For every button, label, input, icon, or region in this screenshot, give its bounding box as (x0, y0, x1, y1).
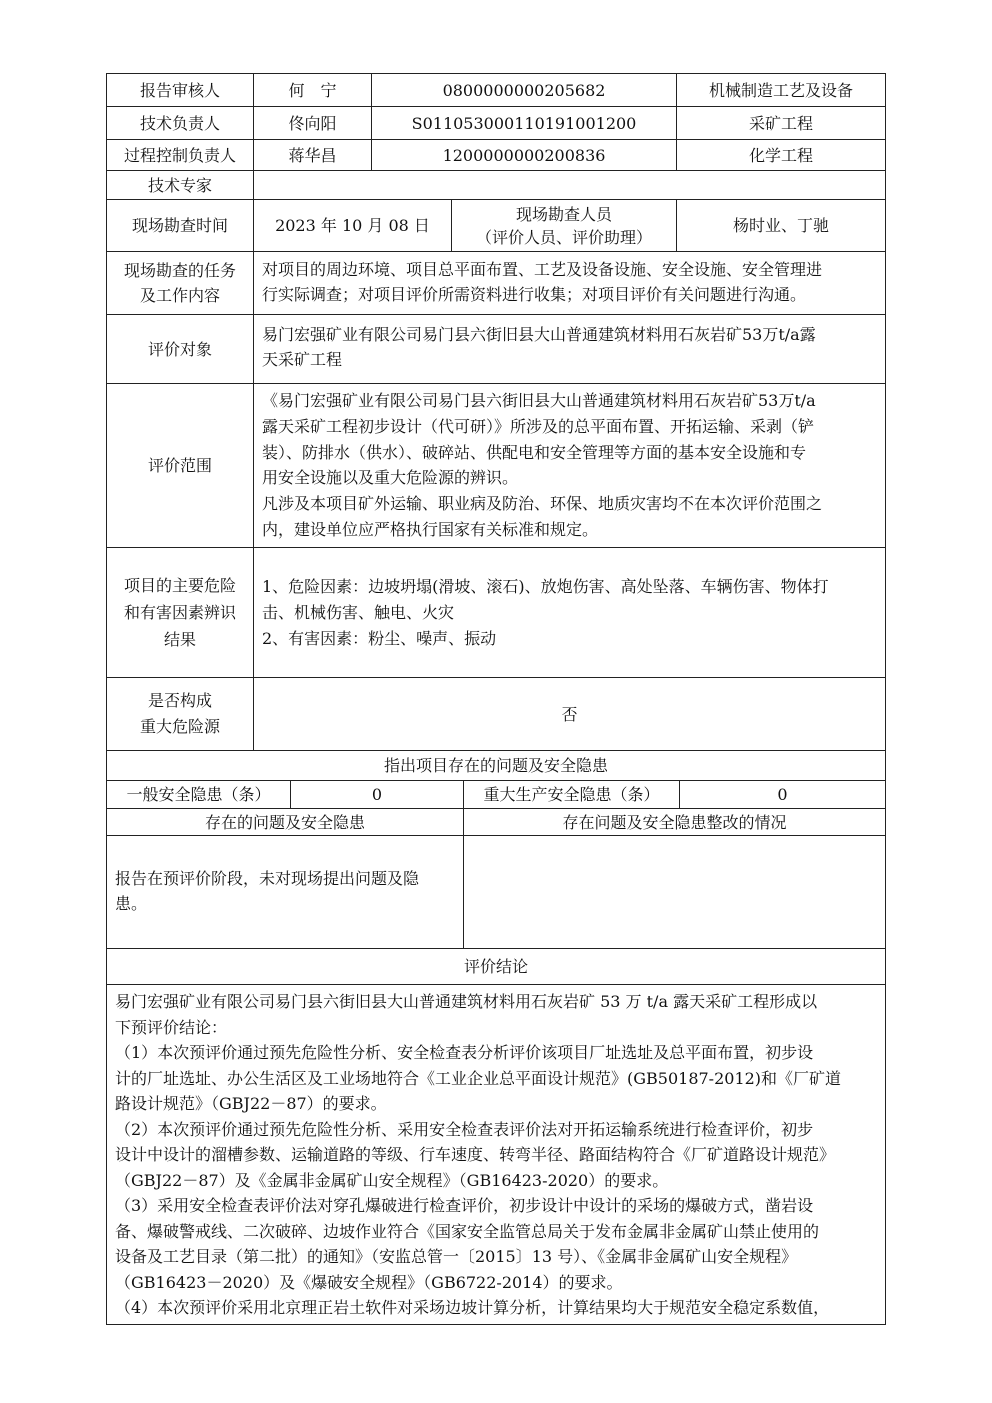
hazard-content (262, 574, 882, 654)
survey-people-label-line-1: 现场勘查人员 (515, 204, 612, 224)
conclusion-line: （2）本次预评价通过预先危险性分析、采用安全检查表评价法对开拓运输系统进行检查评价，初步 (115, 1119, 814, 1139)
object-line-1: 易门宏强矿业有限公司易门县六街旧县大山普通建筑材料用石灰岩矿53万t/a露 (262, 325, 816, 344)
process-lead-major: 化学工程 (748, 145, 813, 165)
issues-col-right-header: 存在问题及安全隐患整改的情况 (562, 812, 787, 832)
general-hazard-value: 0 (371, 785, 383, 804)
hazard-line: 1、危险因素：边坡坍塌(滑坡、滚石)、放炮伤害、高处坠落、车辆伤害、物体打 (262, 577, 829, 596)
major-hazard-label-line-2: 重大危险源 (139, 717, 220, 736)
survey-people-label (452, 200, 676, 251)
conclusion-line: （1）本次预评价通过预先危险性分析、安全检查表分析评价该项目厂址选址及总平面布置，初步设 (115, 1043, 814, 1062)
hazard-line: 击、机械伤害、触电、火灾 (262, 603, 455, 622)
conclusion-line: 易门宏强矿业有限公司易门县六街旧县大山普通建筑材料用石灰岩矿 53 万 t/a 露天采矿工程形成以 (115, 992, 818, 1011)
issues-left-line-1: 报告在预评价阶段，未对现场提出问题及隐 (115, 869, 420, 888)
task-content (262, 257, 882, 311)
survey-time-value: 2023 年 10 月 08 日 (275, 216, 430, 235)
hazard-label-line-2: 和有害因素辨识 (123, 603, 236, 622)
reviewer-code: 0800000000205682 (442, 80, 606, 100)
scope-line: 露天采矿工程初步设计（代可研）》所涉及的总平面布置、开拓运输、采剥（铲 (262, 416, 815, 436)
conclusion-title: 评价结论 (463, 957, 528, 976)
hazard-label-line-1: 项目的主要危险 (123, 576, 236, 595)
conclusion-line: （GB16423－2020）及《爆破安全规程》（GB6722-2014）的要求。 (115, 1272, 623, 1292)
general-hazard-label: 一般安全隐患（条） (126, 785, 271, 804)
scope-label: 评价范围 (147, 456, 212, 475)
scope-line: 内，建设单位应严格执行国家有关标准和规定。 (262, 519, 599, 539)
major-hazard-value: 否 (561, 704, 578, 724)
issues-right-content (464, 836, 885, 948)
conclusion-line: （3）采用安全检查表评价法对穿孔爆破进行检查评价，初步设计中设计的采场的爆破方式，凿岩设 (115, 1196, 814, 1215)
conclusion-line: 备、爆破警戒线、二次破碎、边坡作业符合《国家安全监管总局关于发布金属非金属矿山禁止使用的 (115, 1221, 820, 1241)
issues-left-line-2: 患。 (115, 894, 148, 913)
conclusion-line: 设备及工艺目录（第二批）的通知》（安监总管一〔2015〕13 号）、《金属非金属矿山安全规程》 (115, 1247, 798, 1266)
conclusion-line: （4）本次预评价采用北京理正岩土软件对采场边坡计算分析，计算结果均大于规范安全稳定系数值， (115, 1298, 830, 1317)
expert-value (254, 171, 885, 199)
scope-line: 装）、防排水（供水）、破碎站、供配电和安全管理等方面的基本安全设施和专 (262, 442, 807, 462)
conclusion-line: 设计中设计的溜槽参数、运输道路的等级、行车速度、转弯半径、路面结构符合《厂矿道路设计规范》 (115, 1145, 836, 1164)
scope-content (262, 388, 882, 544)
tech-lead-major: 采矿工程 (748, 113, 813, 133)
task-label (107, 252, 253, 314)
scope-line: 用安全设施以及重大危险源的辨识。 (262, 468, 519, 488)
task-line-1: 对项目的周边环境、项目总平面布置、工艺及设备设施、安全设施、安全管理进 (262, 260, 823, 279)
tech-lead-code: S011053000110191001200 (411, 113, 637, 133)
survey-people-value: 杨时业、丁驰 (732, 216, 829, 235)
conclusion-body (115, 989, 879, 1321)
object-label: 评价对象 (147, 339, 212, 359)
survey-time-label: 现场勘查时间 (131, 216, 228, 235)
issues-title: 指出项目存在的问题及安全隐患 (383, 756, 608, 775)
hazard-label (107, 548, 253, 677)
major-hazard-count-value: 0 (777, 785, 788, 804)
reviewer-label: 报告审核人 (139, 80, 220, 100)
process-lead-name: 蒋华昌 (288, 145, 337, 165)
process-lead-code: 1200000000200836 (442, 145, 606, 165)
major-hazard-count-label: 重大生产安全隐患（条） (483, 785, 660, 804)
issues-left-content (115, 866, 460, 922)
survey-people-label-line-2: （评价人员、评价助理） (475, 227, 652, 247)
tech-lead-name: 佟向阳 (288, 113, 337, 133)
conclusion-line: 路设计规范》（GBJ22－87）的要求。 (115, 1094, 387, 1113)
major-hazard-label (107, 678, 253, 750)
hazard-label-line-3: 结果 (163, 630, 196, 649)
reviewer-name: 何 宁 (288, 80, 337, 100)
hazard-line: 2、有害因素：粉尘、噪声、振动 (262, 629, 497, 648)
conclusion-line: 下预评价结论： (115, 1017, 228, 1037)
task-label-line-1: 现场勘查的任务 (123, 261, 236, 280)
conclusion-line: 计的厂址选址、办公生活区及工业场地符合《工业企业总平面设计规范》(GB50187-2012)和《厂矿道 (115, 1068, 842, 1088)
task-label-line-2: 及工作内容 (139, 286, 220, 305)
task-line-2: 行实际调查；对项目评价所需资料进行收集；对项目评价有关问题进行沟通。 (262, 285, 807, 304)
issues-col-left-header: 存在的问题及安全隐患 (204, 812, 365, 832)
scope-line: 凡涉及本项目矿外运输、职业病及防治、环保、地质灾害均不在本次评价范围之 (262, 494, 823, 514)
object-line-2: 天采矿工程 (262, 350, 343, 369)
conclusion-line: （GBJ22－87）及《金属非金属矿山安全规程》（GB16423-2020）的要求。 (115, 1170, 669, 1190)
process-lead-label: 过程控制负责人 (123, 145, 236, 165)
major-hazard-label-line-1: 是否构成 (147, 691, 212, 710)
expert-label: 技术专家 (147, 175, 212, 195)
reviewer-major: 机械制造工艺及设备 (708, 80, 853, 100)
object-content (262, 322, 882, 378)
scope-line: 《易门宏强矿业有限公司易门县六街旧县大山普通建筑材料用石灰岩矿53万t/a (262, 391, 816, 410)
tech-lead-label: 技术负责人 (139, 113, 220, 133)
